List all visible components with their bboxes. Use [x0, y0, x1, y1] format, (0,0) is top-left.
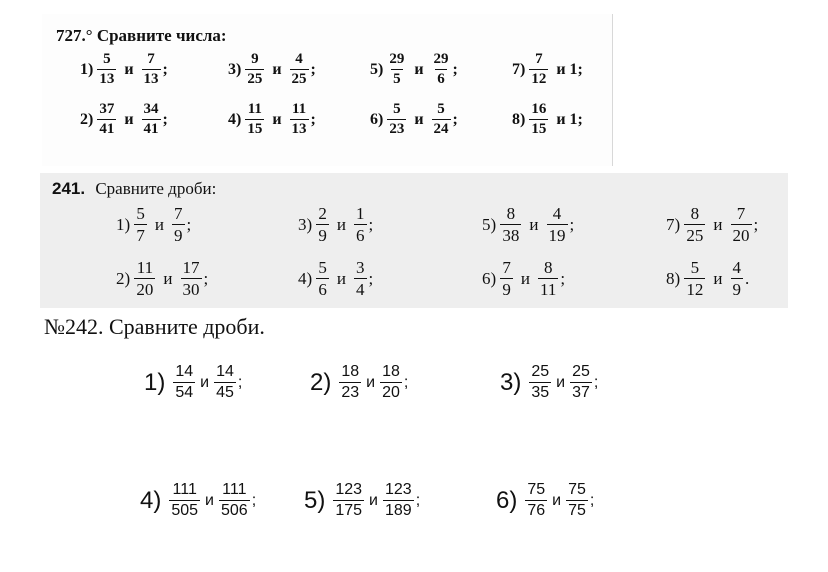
exercise-242 — [130, 360, 650, 560]
item-label: 5) — [304, 486, 326, 514]
conjunction: и — [200, 373, 210, 391]
fraction: $\frac{7}{12}$ — [531, 51, 547, 87]
item-label: 5) — [370, 60, 384, 78]
conjunction: и — [163, 268, 173, 288]
conjunction: и — [205, 491, 214, 509]
fraction: $\frac{111}{506}$ — [220, 481, 248, 519]
conjunction: и 1; — [556, 110, 583, 128]
fraction: $\frac{1}{6}$ — [356, 204, 365, 245]
exercise-title: Сравните дроби: — [95, 179, 217, 198]
item-label: 1) — [80, 60, 94, 78]
fraction: $\frac{5}{6}$ — [318, 258, 327, 299]
conjunction: и — [366, 373, 376, 391]
fraction: $\frac{5}{13}$ — [99, 51, 115, 87]
exercise-item — [512, 102, 591, 137]
exercise-item: 2) $\frac{11}{20}$ и $\frac{17}{30}$ ; — [116, 258, 209, 299]
conjunction: и — [369, 491, 378, 509]
fraction: $\frac{5}{12}$ — [686, 258, 704, 299]
fraction: $\frac{7}{9}$ — [502, 258, 511, 299]
exercise-727-title — [56, 26, 227, 46]
exercise-item: 2) $\frac{37}{41}$ и $\frac{34}{41}$ ; — [80, 101, 168, 137]
fraction: $\frac{18}{23}$ — [341, 363, 360, 401]
item-label: 7) — [666, 214, 681, 234]
item-label: 6) — [370, 110, 384, 128]
conjunction: и — [272, 110, 282, 128]
exercise-727 — [42, 14, 613, 166]
exercise-item: 4) $\frac{111}{505}$ и $\frac{111}{506}$ ; — [140, 481, 257, 519]
fraction: $\frac{14}{45}$ — [216, 363, 234, 401]
item-label: 4) — [140, 486, 162, 514]
exercise-item: 3) $\frac{25}{35}$ и $\frac{25}{37}$ ; — [500, 363, 599, 401]
exercise-item: 4) $\frac{11}{15}$ и $\frac{11}{13}$ ; — [228, 101, 316, 137]
item-label: 2) — [310, 368, 332, 396]
exercise-item: 4) $\frac{5}{6}$ и $\frac{3}{4}$ ; — [298, 258, 374, 299]
item-label: 8) — [666, 268, 681, 288]
fraction: $\frac{18}{20}$ — [382, 363, 400, 401]
fraction: $\frac{8}{25}$ — [686, 204, 704, 245]
item-label: 5) — [482, 214, 497, 234]
exercise-item: 3) $\frac{2}{9}$ и $\frac{1}{6}$ ; — [298, 204, 374, 245]
conjunction: и — [713, 214, 723, 234]
fraction: $\frac{11}{20}$ — [136, 258, 154, 299]
item-label: 1) — [116, 214, 131, 234]
fraction: $\frac{7}{20}$ — [732, 204, 750, 245]
conjunction: и — [124, 60, 134, 78]
fraction: $\frac{9}{25}$ — [247, 51, 263, 87]
exercise-item: 5) $\frac{8}{38}$ и $\frac{4}{19}$ ; — [482, 204, 575, 245]
exercise-241 — [40, 173, 788, 308]
conjunction: и — [713, 268, 723, 288]
fraction: $\frac{25}{35}$ — [531, 363, 550, 401]
fraction: $\frac{3}{4}$ — [356, 258, 365, 299]
item-label: 8) — [512, 110, 526, 128]
conjunction: и — [414, 60, 424, 78]
fraction: $\frac{8}{11}$ — [540, 258, 557, 299]
fraction: $\frac{25}{37}$ — [572, 363, 590, 401]
item-label: 4) — [228, 110, 242, 128]
fraction: $\frac{111}{505}$ — [171, 481, 199, 519]
conjunction: и — [154, 214, 165, 234]
fraction: $\frac{4}{9}$ — [732, 258, 742, 299]
exercise-item: 8) $\frac{5}{12}$ и $\frac{4}{9}$ . — [666, 258, 750, 299]
fraction: $\frac{7}{13}$ — [143, 51, 159, 87]
exercise-item: 1) $\frac{5}{13}$ и $\frac{7}{13}$ ; — [80, 51, 168, 87]
item-label: 2) — [116, 268, 131, 288]
fraction: $\frac{11}{15}$ — [247, 101, 263, 137]
exercise-item: 6) $\frac{5}{23}$ и $\frac{5}{24}$ ; — [370, 101, 458, 137]
fraction: $\frac{4}{19}$ — [548, 204, 566, 245]
fraction: $\frac{75}{75}$ — [568, 481, 586, 519]
exercise-item: 2) $\frac{18}{23}$ и $\frac{18}{20}$ ; — [310, 363, 409, 401]
item-label: 3) — [500, 368, 522, 396]
item-label: 4) — [298, 268, 313, 288]
exercise-item: 5) $\frac{123}{175}$ и $\frac{123}{189}$ ; — [304, 481, 421, 519]
exercise-item — [512, 52, 591, 87]
fraction: $\frac{29}{6}$ — [433, 51, 449, 87]
conjunction: и — [336, 268, 347, 288]
conjunction: и — [336, 214, 347, 234]
exercise-title: Сравните числа: — [96, 26, 227, 45]
conjunction: и 1; — [556, 60, 583, 78]
item-label: 1) — [144, 368, 166, 396]
fraction: $\frac{2}{9}$ — [318, 204, 327, 245]
item-label: 6) — [482, 268, 497, 288]
fraction: $\frac{14}{54}$ — [175, 363, 194, 401]
conjunction: и — [272, 60, 282, 78]
conjunction: и — [529, 214, 539, 234]
exercise-item: 6) $\frac{7}{9}$ и $\frac{8}{11}$ ; — [482, 258, 566, 299]
fraction: $\frac{17}{30}$ — [182, 258, 200, 299]
exercise-242-heading: №242. Сравните дроби. — [44, 314, 265, 339]
exercise-item: 6) $\frac{75}{76}$ и $\frac{75}{75}$ ; — [496, 481, 595, 519]
fraction: $\frac{5}{24}$ — [433, 101, 449, 137]
fraction: $\frac{11}{13}$ — [291, 101, 307, 137]
exercise-item: 1) $\frac{5}{7}$ и $\frac{7}{9}$ ; — [116, 204, 192, 245]
conjunction: и — [520, 268, 531, 288]
fraction: $\frac{8}{38}$ — [502, 204, 520, 245]
conjunction: и — [556, 373, 566, 391]
fraction: $\frac{37}{41}$ — [99, 101, 115, 137]
fraction: $\frac{5}{7}$ — [136, 204, 145, 245]
fraction: $\frac{123}{175}$ — [335, 481, 363, 519]
conjunction: и — [552, 491, 562, 509]
fraction: $\frac{16}{15}$ — [531, 101, 547, 137]
exercise-241-title — [52, 179, 216, 199]
item-label: 6) — [496, 486, 518, 514]
conjunction: и — [124, 110, 134, 128]
item-label: 7) — [512, 60, 526, 78]
fraction: $\frac{4}{25}$ — [291, 51, 307, 87]
fraction: $\frac{123}{189}$ — [384, 481, 412, 519]
conjunction: и — [414, 110, 424, 128]
exercise-item: 7) $\frac{8}{25}$ и $\frac{7}{20}$ ; — [666, 204, 759, 245]
item-label: 3) — [298, 214, 313, 234]
fraction: $\frac{34}{41}$ — [143, 101, 159, 137]
exercise-item: 3) $\frac{9}{25}$ и $\frac{4}{25}$ ; — [228, 51, 316, 87]
fraction: $\frac{7}{9}$ — [174, 204, 183, 245]
fraction: $\frac{29}{5}$ — [389, 51, 405, 87]
exercise-number: 727.° — [56, 26, 93, 45]
exercise-number: 241. — [52, 179, 86, 198]
exercise-item: 5) $\frac{29}{5}$ и $\frac{29}{6}$ ; — [370, 51, 458, 87]
item-label: 3) — [228, 60, 242, 78]
exercise-item: 1) $\frac{14}{54}$ и $\frac{14}{45}$ ; — [144, 363, 243, 401]
item-label: 2) — [80, 110, 94, 128]
fraction: $\frac{75}{76}$ — [527, 481, 546, 519]
fraction: $\frac{5}{23}$ — [389, 101, 405, 137]
